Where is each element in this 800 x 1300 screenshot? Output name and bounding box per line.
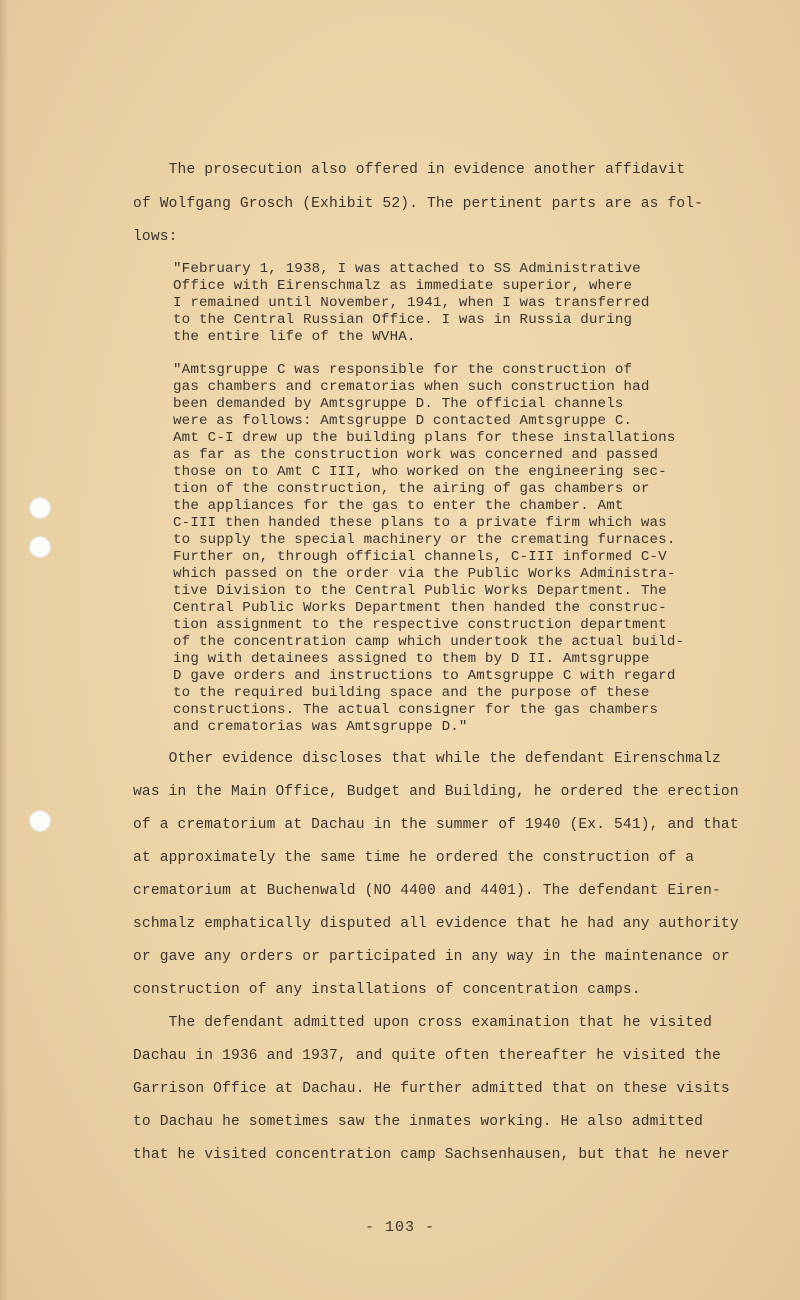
quote-line: tion assignment to the respective construction department bbox=[173, 617, 667, 633]
quote-line: and crematorias was Amtsgruppe D." bbox=[173, 719, 468, 735]
quote-line: Amt C-I drew up the building plans for these installations bbox=[173, 430, 676, 446]
quote-line: "February 1, 1938, I was attached to SS Administrative bbox=[173, 261, 641, 277]
quote-line: Central Public Works Department then handed the construc- bbox=[173, 600, 667, 616]
quote-line: gas chambers and crematorias when such construction had bbox=[173, 379, 650, 395]
body-line: that he visited concentration camp Sachsenhausen, but that he never bbox=[133, 1147, 730, 1163]
body-line: to Dachau he sometimes saw the inmates working. He also admitted bbox=[133, 1114, 704, 1130]
body-line: Other evidence discloses that while the defendant Eirenschmalz bbox=[133, 751, 721, 767]
quote-line: C-III then handed these plans to a private firm which was bbox=[173, 515, 667, 531]
body-line: at approximately the same time he ordered the construction of a bbox=[133, 850, 695, 866]
body-line: crematorium at Buchenwald (NO 4400 and 4401). The defendant Eiren- bbox=[133, 883, 721, 899]
quote-line: the appliances for the gas to enter the chamber. Amt bbox=[173, 498, 624, 514]
body-line: Garrison Office at Dachau. He further admitted that on these visits bbox=[133, 1081, 730, 1097]
quote-line: constructions. The actual consigner for the gas chambers bbox=[173, 702, 659, 718]
body-line: The prosecution also offered in evidence another affidavit bbox=[133, 162, 686, 178]
body-line: or gave any orders or participated in any way in the maintenance or bbox=[133, 949, 730, 965]
body-line: Dachau in 1936 and 1937, and quite often thereafter he visited the bbox=[133, 1048, 721, 1064]
quote-line: "Amtsgruppe C was responsible for the construction of bbox=[173, 362, 633, 378]
body-line: was in the Main Office, Budget and Building, he ordered the erection bbox=[133, 784, 739, 800]
punch-hole bbox=[29, 497, 51, 519]
body-line: The defendant admitted upon cross examination that he visited bbox=[133, 1015, 712, 1031]
body-line: of Wolfgang Grosch (Exhibit 52). The pertinent parts are as fol- bbox=[133, 196, 704, 212]
quote-line: Office with Eirenschmalz as immediate superior, where bbox=[173, 278, 633, 294]
quote-line: of the concentration camp which undertook the actual build- bbox=[173, 634, 685, 650]
quote-line: to supply the special machinery or the cremating furnaces. bbox=[173, 532, 676, 548]
quote-line: to the Central Russian Office. I was in Russia during bbox=[173, 312, 633, 328]
quote-line: tion of the construction, the airing of gas chambers or bbox=[173, 481, 650, 497]
quote-line: those on to Amt C III, who worked on the engineering sec- bbox=[173, 464, 667, 480]
quote-line: I remained until November, 1941, when I was transferred bbox=[173, 295, 650, 311]
quote-line: the entire life of the WVHA. bbox=[173, 329, 416, 345]
body-line: lows: bbox=[133, 229, 178, 245]
body-line: of a crematorium at Dachau in the summer of 1940 (Ex. 541), and that bbox=[133, 817, 739, 833]
quote-line: to the required building space and the purpose of these bbox=[173, 685, 650, 701]
quote-line: which passed on the order via the Public Works Administra- bbox=[173, 566, 676, 582]
quote-line: were as follows: Amtsgruppe D contacted Amtsgruppe C. bbox=[173, 413, 633, 429]
quote-line: D gave orders and instructions to Amtsgruppe C with regard bbox=[173, 668, 676, 684]
quote-line: as far as the construction work was concerned and passed bbox=[173, 447, 659, 463]
page-number: - 103 - bbox=[364, 1219, 435, 1236]
quote-line: been demanded by Amtsgruppe D. The official channels bbox=[173, 396, 624, 412]
body-line: schmalz emphatically disputed all evidence that he had any authority bbox=[133, 916, 739, 932]
quote-line: Further on, through official channels, C-III informed C-V bbox=[173, 549, 667, 565]
quote-line: tive Division to the Central Public Works Department. The bbox=[173, 583, 667, 599]
body-line: construction of any installations of concentration camps. bbox=[133, 982, 641, 998]
quote-line: ing with detainees assigned to them by D II. Amtsgruppe bbox=[173, 651, 650, 667]
punch-hole bbox=[29, 536, 51, 558]
punch-hole bbox=[29, 810, 51, 832]
